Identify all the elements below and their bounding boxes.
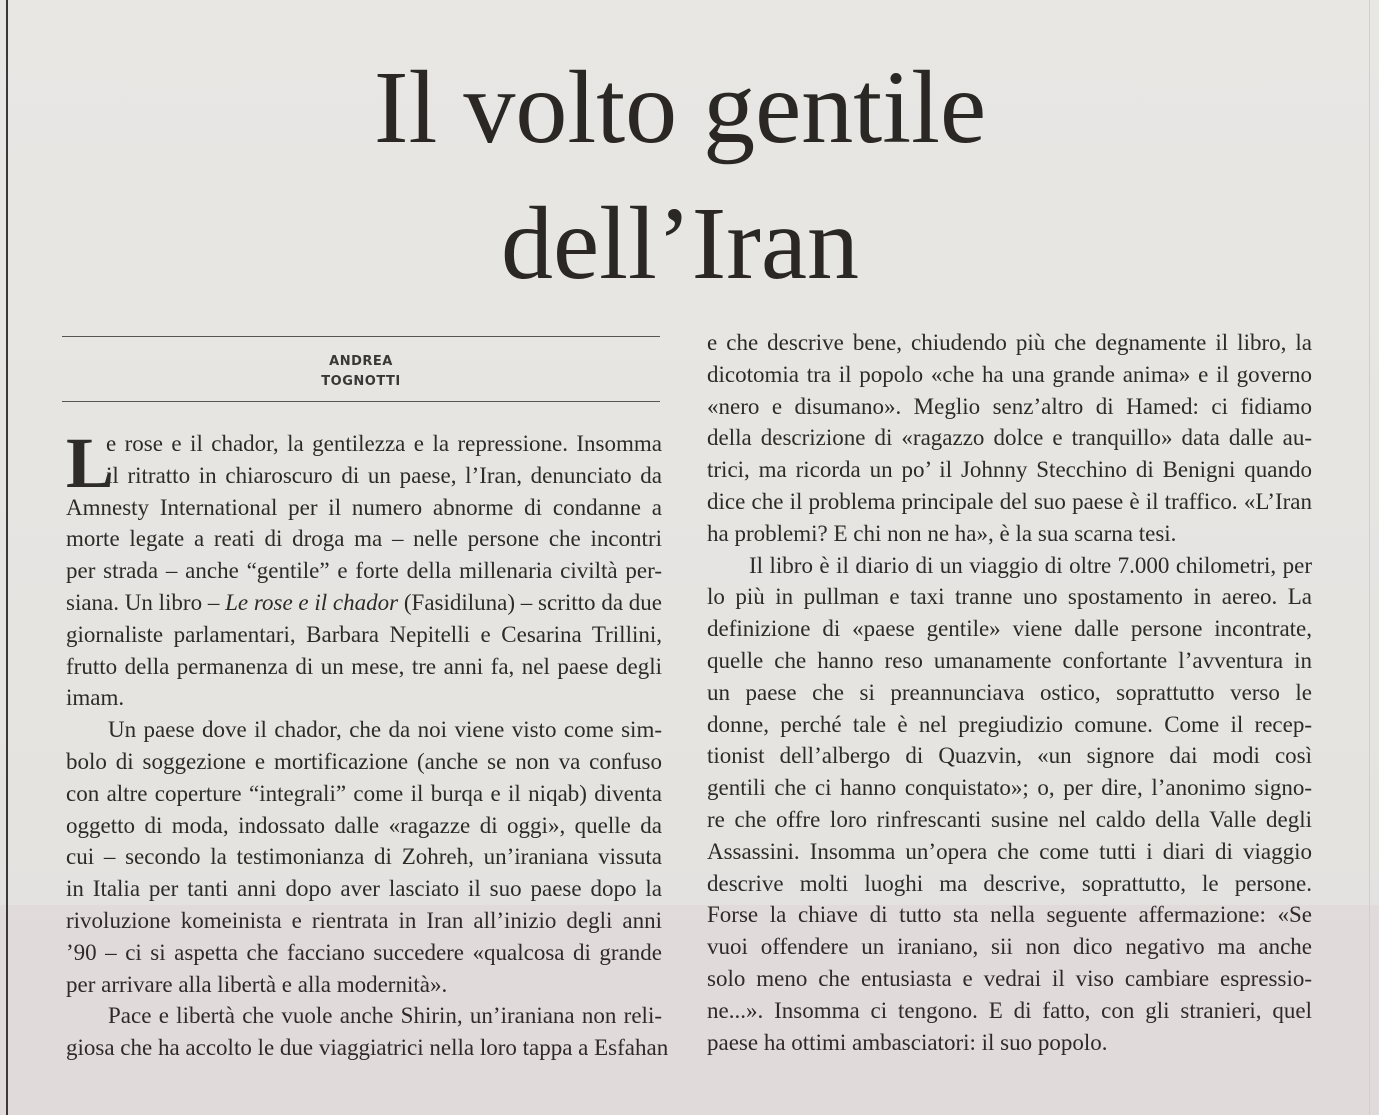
article-line: trici, ma ricorda un po’ il Johnny Stecchino di Benigni quando	[707, 457, 1312, 483]
article-line: donne, perché tale è nel pregiudizio comune. Come il recep-	[707, 711, 1312, 737]
page-edge-line	[1369, 0, 1370, 1115]
article-line: giosa che ha accolto le due viaggiatrici nella loro tappa a Esfahan	[66, 1035, 669, 1061]
article-line: lo più in pullman e taxi tranne uno spostamento in aereo. La	[707, 584, 1312, 610]
article-line: e rose e il chador, la gentilezza e la repressione. Insomma	[106, 431, 662, 456]
article-line: gentili che ci hanno conquistato»; o, per dire, l’anonimo signo-	[707, 775, 1312, 801]
article-line: solo meno che entusiasta e vedrai il viso cambiare espressio-	[707, 965, 1312, 991]
article-line: dice che il problema principale del suo paese è il traffico. «L’Iran	[707, 488, 1312, 514]
article-line: della descrizione di «ragazzo dolce e tranquillo» data dalle au-	[707, 425, 1312, 451]
article-line: dicotomia tra il popolo «che ha una grande anima» e il governo	[707, 361, 1312, 387]
article-line: «nero e disumano». Meglio senz’altro di Hamed: ci fidiamo	[707, 393, 1312, 419]
article-line: con altre coperture “integrali” come il burqa e il niqab) diventa	[66, 780, 662, 806]
article-line: definizione di «paese gentile» viene dalle persone incontrate,	[707, 616, 1312, 642]
column-edge-line	[6, 0, 8, 1115]
article-line: Assassini. Insomma un’opera che come tutti i diari di viaggio	[707, 838, 1312, 864]
article-line: re che offre loro rinfrescanti susine nel caldo della Valle degli	[707, 806, 1312, 832]
author-last-name: TOGNOTTI	[321, 374, 401, 389]
article-line: bolo di soggezione e mortificazione (anche se non va confuso	[66, 748, 662, 774]
article-line: siana. Un libro – Le rose e il chador (Fasidiluna) – scritto da due	[66, 589, 662, 615]
article-line: Un paese dove il chador, che da noi viene visto come sim-	[108, 717, 662, 743]
article-line: in Italia per tanti anni dopo aver lasciato il suo paese dopo la	[66, 876, 662, 902]
byline-top-rule	[62, 336, 660, 337]
author-first-name: ANDREA	[329, 354, 393, 369]
drop-cap: L	[66, 423, 115, 503]
article-line: morte legate a reati di droga ma – nelle persone che incontri	[66, 526, 662, 552]
article-line: vuoi offendere un iraniano, sii non dico negativo ma anche	[707, 934, 1312, 960]
article-line: ha problemi? E chi non ne ha», è la sua scarna tesi.	[707, 520, 1177, 546]
article-line: per strada – anche “gentile” e forte della millenaria civiltà per-	[66, 558, 662, 584]
article-line: il ritratto in chiaroscuro di un paese, l’Iran, denunciato da	[106, 462, 662, 488]
book-title: Le rose e il chador	[225, 589, 399, 615]
article-line: oggetto di moda, indossato dalle «ragazze di oggi», quelle da	[66, 812, 662, 838]
article-line: per arrivare alla libertà e alla modernità».	[66, 971, 448, 997]
headline-line-1: Il volto gentile	[373, 50, 987, 165]
article-line: frutto della permanenza di un mese, tre anni fa, nel paese degli	[66, 653, 662, 679]
headline-line-2: dell’Iran	[500, 186, 859, 301]
article-line: ne...». Insomma ci tengono. E di fatto, con gli stranieri, quel	[707, 997, 1312, 1023]
article-line: Il libro è il diario di un viaggio di oltre 7.000 chilometri, per	[749, 552, 1312, 578]
article-line: rivoluzione komeinista e rientrata in Iran all’inizio degli anni	[66, 907, 662, 933]
article-column-left	[66, 423, 669, 1064]
article-line: giornaliste parlamentari, Barbara Nepitelli e Cesarina Trillini,	[66, 621, 662, 647]
article-line: descrive molti luoghi ma descrive, soprattutto, le persone.	[707, 870, 1312, 896]
article-column-right	[707, 327, 1312, 1058]
article-line: e che descrive bene, chiudendo più che degnamente il libro, la	[707, 330, 1312, 355]
article-line: Forse la chiave di tutto sta nella seguente affermazione: «Se	[707, 902, 1312, 928]
article-line: Amnesty International per il numero abnorme di condanne a	[66, 494, 662, 520]
article-line: Pace e libertà che vuole anche Shirin, un’iraniana non reli-	[108, 1003, 662, 1029]
article-line: tionist dell’albergo di Quazvin, «un signore dai modi così	[707, 743, 1312, 769]
article-line: un paese che si preannunciava ostico, soprattutto verso le	[707, 679, 1312, 705]
byline	[62, 352, 660, 392]
article-line: ’90 – ci si aspetta che facciano succedere «qualcosa di grande	[66, 939, 662, 965]
article-line: imam.	[66, 685, 125, 711]
article-line: paese ha ottimi ambasciatori: il suo popolo.	[707, 1029, 1108, 1055]
article-line: quelle che hanno reso umanamente confortante l’avventura in	[707, 647, 1312, 673]
article-headline	[280, 40, 1080, 312]
byline-bottom-rule	[62, 401, 660, 402]
article-line: cui – secondo la testimonianza di Zohreh, un’iraniana vissuta	[66, 844, 662, 870]
